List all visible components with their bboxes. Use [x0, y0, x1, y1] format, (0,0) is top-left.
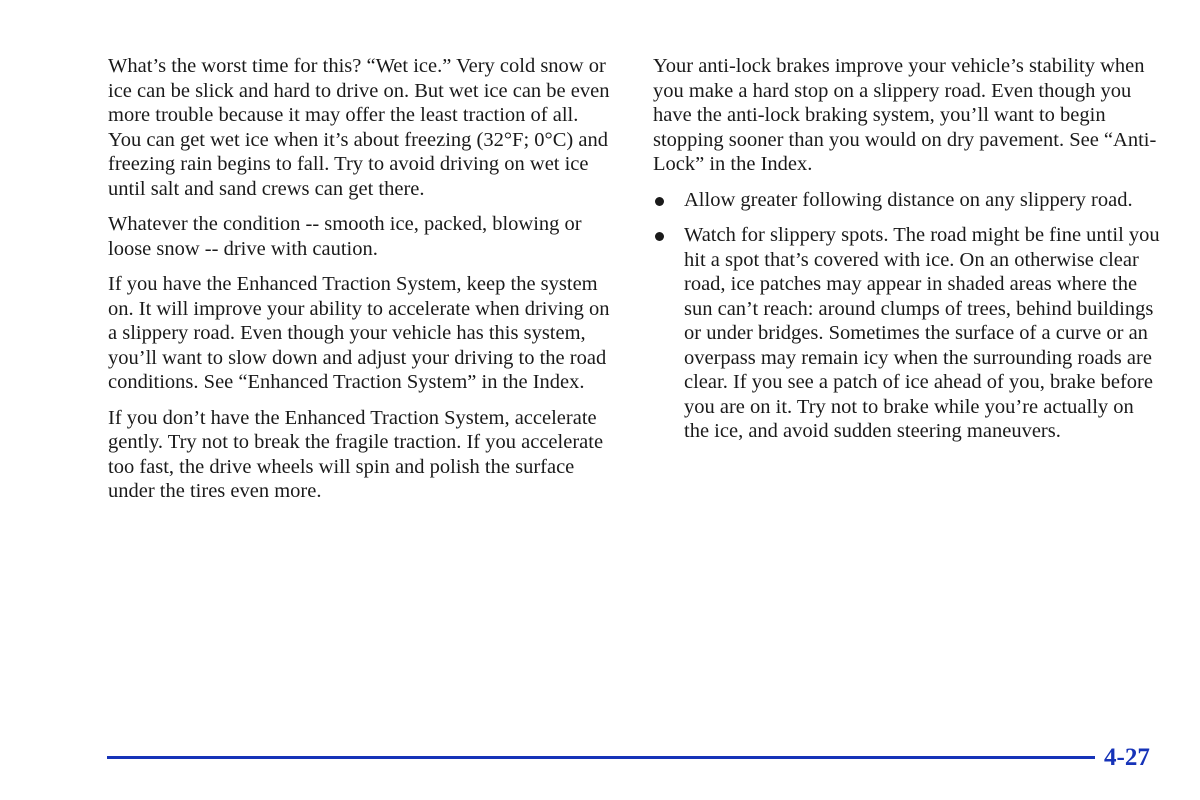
bullet-text: Watch for slippery spots. The road might be fine until you hit a spot that’s covered with ice. On an otherwise clear road, ice patches may appear in shaded areas where the sun can’t reach: around clumps of trees, behind buildings or under bridges. Sometimes the surface of a curve or an overpass may remain icy when the surrounding roads are clear. If you see a patch of ice ahead of you, brake before you are on it. Try not to brake while you’re actually on the ice, and avoid sudden steering maneuvers. — [684, 224, 1160, 442]
bullet-text: Allow greater following distance on any slippery road. — [684, 188, 1133, 211]
paragraph-wet-ice: What’s the worst time for this? “Wet ice.” Very cold snow or ice can be slick and hard to drive on. But wet ice can be even more trouble because it may offer the least traction of all. You can get wet ice when it’s about freezing (32°F; 0°C) and freezing rain begins to fall. Try to avoid driving on wet ice until salt and sand crews can get there. — [108, 55, 610, 200]
footer-rule — [107, 756, 1095, 759]
bullet-list — [653, 188, 1163, 444]
paragraph-enhanced-traction-on: If you have the Enhanced Traction System, keep the system on. It will improve your ability to accelerate when driving on a slippery road. Even though your vehicle has this system, you’ll want to slow down and adjust your driving to the road conditions. See “Enhanced Traction System” in the Index. — [108, 273, 610, 393]
bullet-icon — [655, 197, 664, 206]
left-column — [108, 54, 613, 515]
paragraph-anti-lock-brakes: Your anti-lock brakes improve your vehicle’s stability when you make a hard stop on a slippery road. Even though you have the anti-lock braking system, you’ll want to begin stopping sooner than you would on dry pavement. See “Anti-Lock” in the Index. — [653, 55, 1157, 175]
page-number: 4-27 — [1104, 744, 1150, 771]
paragraph-enhanced-traction-off: If you don’t have the Enhanced Traction System, accelerate gently. Try not to break the fragile traction. If you accelerate too fast, the drive wheels will spin and polish the surface under the tires even more. — [108, 406, 604, 502]
paragraph-drive-with-caution: Whatever the condition -- smooth ice, packed, blowing or loose snow -- drive with caution. — [108, 213, 582, 260]
list-item — [653, 223, 1163, 444]
list-item — [653, 188, 1163, 213]
right-column — [653, 54, 1163, 455]
bullet-icon — [655, 232, 664, 241]
